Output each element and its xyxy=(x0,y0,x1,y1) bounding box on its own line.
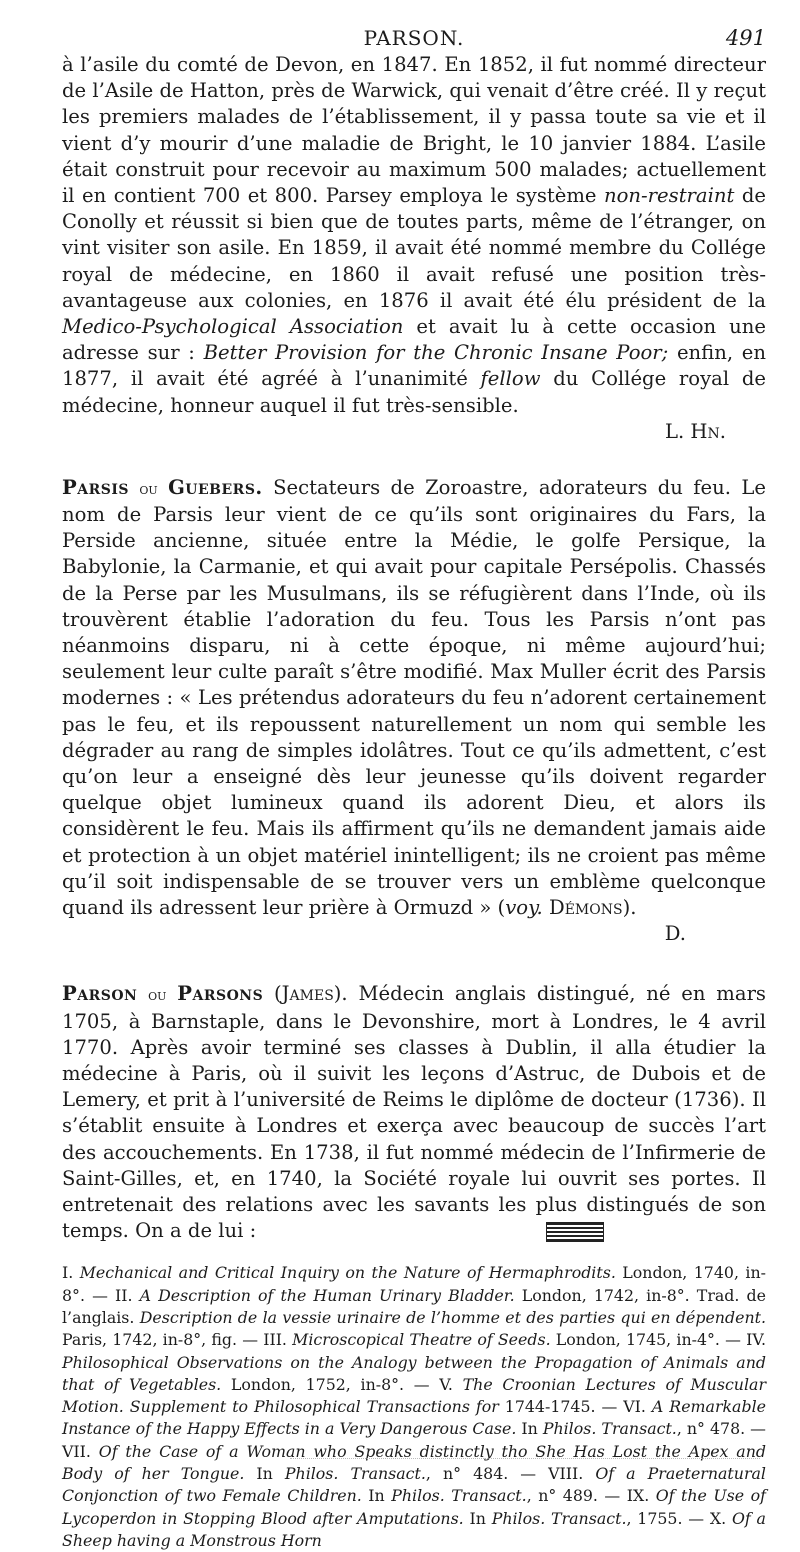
headword-separator: ou xyxy=(139,478,158,498)
italic-term: fellow xyxy=(480,367,541,391)
publication-info: London, 1752, in-8°. — V. xyxy=(221,1374,463,1394)
bleed-through-trace xyxy=(290,1458,760,1459)
running-head xyxy=(62,0,766,52)
work-title: Of a Praeternatural Conjonction of two Female Children. xyxy=(62,1464,766,1506)
work-title: Description de la vessie urinaire de l’homme et des parties qui en dépendent. xyxy=(139,1307,766,1327)
publication-info: , n° 489. — IX. xyxy=(526,1486,656,1506)
work-title: A Description of the Human Urinary Bladder. xyxy=(139,1285,515,1305)
journal-title: Philos. Transact. xyxy=(491,1508,627,1528)
entry-parson-continuation xyxy=(62,52,766,419)
page-number: 491 xyxy=(725,26,766,50)
headword: Guebers. xyxy=(168,475,263,499)
work-title: Of the Case of a Woman who Speaks distinctly tho She Has Lost the Apex and Body of her Tongue. xyxy=(62,1441,766,1483)
publication-info: Paris, 1742, in-8°, fig. — III. xyxy=(62,1330,293,1350)
body-text: ). xyxy=(622,896,637,920)
body-text: et avait lu à cette occasion une adresse sur : xyxy=(62,315,766,365)
publication-info: , 1755. — X. xyxy=(626,1508,732,1528)
item-number: I. xyxy=(62,1263,80,1283)
running-title: PARSON. xyxy=(363,26,465,50)
headword: Parsis xyxy=(62,475,130,499)
body-text: Sectateurs de Zoroastre, adorateurs du feu. Le nom de Parsis leur vient de ce qu’ils sont originaires du Fars, la Perside ancienne, située entre la Médie, le golfe Persique, la Babylonie, la Carmanie, et qui avait pour capitale Persépolis. Chassés de la Perse par les Musulmans, ils se réfugièrent dans l’Inde, où ils trouvèrent établie l’adoration du feu. Tous les Parsis n’ont pas néanmoins disparu, ni à cette époque, ni même aujourd’hui; seulement leur culte paraît s’être modifié. Max Muller écrit des Parsis modernes : « Les prétendus adorateurs du feu n’adorent certainement pas le feu, et ils repoussent naturellement un nom qui semble les dégrader au rang de simples idolâtres. Tout ce qu’ils admettent, c’est qu’on leur a enseigné dès leur jeunesse qu’ils doivent regarder quelque objet lumineux quand ils adorent Dieu, et alors ils considèrent le feu. Mais ils affirment qu’ils ne demandent jamais aide et protection à un objet matériel inintelligent; ils ne croient pas même qu’il soit indispensable de se trouver vers un emblème quelconque quand ils adressent leur prière à Ormuzd » ( xyxy=(62,475,766,920)
work-title: Philosophical Observations on the Analogy between the Propagation of Animals and that of Vegetables. xyxy=(62,1352,766,1394)
headword: Parsons xyxy=(177,982,264,1006)
publication-info: , n° 478. — VII. xyxy=(62,1419,766,1461)
author-signature: L. Hn. xyxy=(664,419,726,443)
publication-info: In xyxy=(361,1486,392,1506)
work-title: Mechanical and Critical Inquiry on the Nature of Hermaphrodits. xyxy=(79,1263,616,1283)
publication-info: London, 1740, in-8°. — II. xyxy=(62,1263,766,1305)
entry-parson-james xyxy=(62,981,766,1244)
body-text: de Conolly et réussit si bien que de toutes parts, même de l’étranger, on vint visiter son asile. En 1859, il avait été nommé membre du Collége royal de médecine, en 1860 il avait refusé une position très-avantageuse aux colonies, en 1876 il avait été élu président de la xyxy=(62,184,766,312)
publication-info: In xyxy=(463,1508,492,1528)
publication-info: 1744-1745. — VI. xyxy=(498,1397,652,1417)
author-signature: D. xyxy=(664,922,686,946)
work-title: Of the Use of Lycoperdon in Stopping Blood after Amputations. xyxy=(62,1486,766,1528)
publication-info: London, 1745, in-4°. — IV. xyxy=(550,1330,766,1350)
italic-title: Better Provision for the Chronic Insane Poor; xyxy=(203,341,669,365)
publication-info: In xyxy=(516,1419,543,1439)
italic-term: non-restraint xyxy=(604,184,735,208)
printer-ornament xyxy=(546,1222,604,1242)
entry-parsis xyxy=(62,475,766,921)
work-title: The Croonian Lectures of Muscular Motion. Supplement to Philosophical Transactions for xyxy=(62,1374,766,1417)
body-text: enfin, en 1877, il avait été agréé à l’unanimité xyxy=(62,341,766,391)
first-name: (James). xyxy=(274,982,348,1006)
italic-term: Medico-Psychological Association xyxy=(62,315,404,339)
publication-info: , n° 484. — VIII. xyxy=(425,1464,596,1483)
body-text: Médecin anglais distingué, né en mars 1705, à Barnstaple, dans le Devonshire, mort à Londres, le 4 avril 1770. Après avoir terminé ses classes à Dublin, il alla étudier la médecine à Paris, où il suivit les leçons d’Astruc, de Dubois et de Lemery, et prit à l’université de Reims le diplôme de docteur (1736). Il s’établit ensuite à Londres et exerça avec beaucoup de succès l’art des accouchements. En 1738, il fut nommé médecin de l’Infirmerie de Saint-Gilles, et, en 1740, la Société royale lui ouvrit ses portes. Il entretenait des relations avec les savants les plus distingués de son temps. On a de lui : xyxy=(62,982,766,1243)
publication-info: London, 1742, in-8°. Trad. de l’anglais. xyxy=(62,1285,766,1327)
work-title: Microscopical Theatre of Seeds. xyxy=(292,1330,551,1350)
work-title: Of a Sheep having a Monstrous Horn xyxy=(62,1508,766,1550)
italic-term: voy. xyxy=(505,896,543,920)
work-title: A Remarkable Instance of the Happy Effects in a Very Dangerous Case. xyxy=(62,1397,766,1439)
journal-title: Philos. Transact. xyxy=(391,1486,527,1506)
body-text: du Collége royal de médecine, honneur auquel il fut très-sensible. xyxy=(62,367,766,417)
headword-separator: ou xyxy=(148,985,167,1005)
publication-info: In xyxy=(244,1464,285,1483)
body-text: à l’asile du comté de Devon, en 1847. En 1852, il fut nommé directeur de l’Asile de Hatton, près de Warwick, qui venait d’être créé. Il y reçut les premiers malades de l’établissement, il y passa toute sa vie et il vient d’y mourir d’une maladie de Bright, le 10 janvier 1884. L’asile était construit pour recevoir au maximum 500 malades; actuellement il en contient 700 et 800. Parsey employa le système xyxy=(62,53,766,208)
bibliography xyxy=(62,1262,766,1552)
journal-title: Philos. Transact. xyxy=(542,1419,677,1439)
headword: Parson xyxy=(62,982,138,1006)
cross-reference: Démons xyxy=(542,896,623,920)
journal-title: Philos. Transact. xyxy=(284,1464,426,1483)
